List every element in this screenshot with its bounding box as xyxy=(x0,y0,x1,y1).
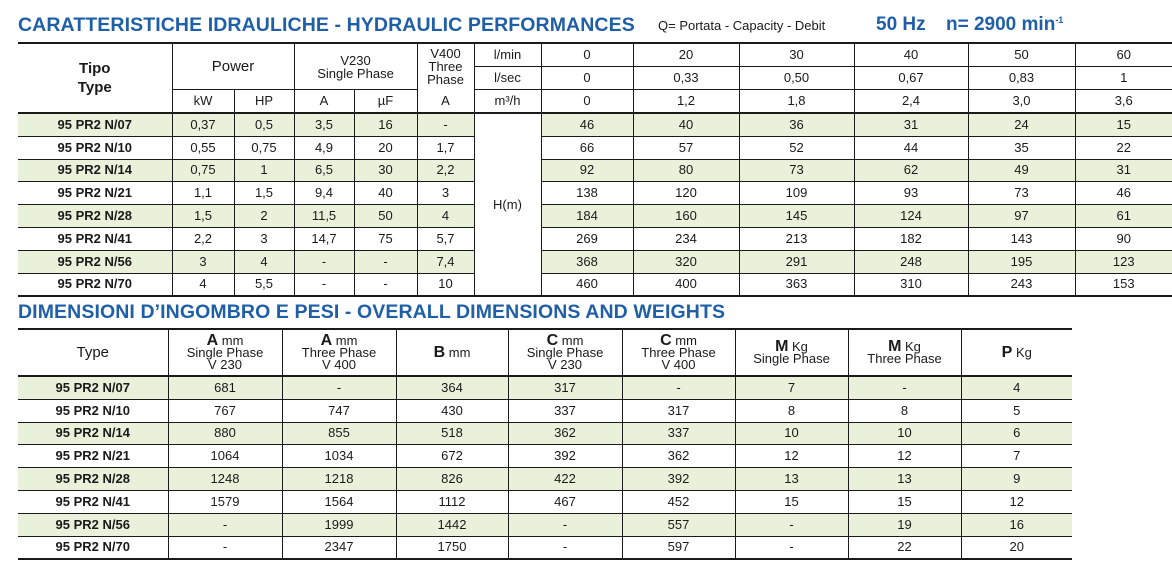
b-cell: 826 xyxy=(396,468,508,491)
b-cell: 518 xyxy=(396,422,508,445)
head-value-cell: 46 xyxy=(1075,182,1172,205)
table-row xyxy=(18,205,1172,228)
type-cell: 95 PR2 N/41 xyxy=(18,490,168,513)
c-three-header: C mm Three Phase V 400 xyxy=(622,329,735,376)
lsec-cell: 1 xyxy=(1075,67,1172,90)
p-cell: 12 xyxy=(961,490,1072,513)
tipo-label: Tipo xyxy=(79,60,111,77)
head-value-cell: 93 xyxy=(854,182,968,205)
a-three-cell: 1999 xyxy=(282,513,396,536)
head-value-cell: 182 xyxy=(854,227,968,250)
type-cell: 95 PR2 N/28 xyxy=(18,468,168,491)
p-header: P Kg xyxy=(961,329,1072,376)
a400-cell: - xyxy=(417,113,474,136)
p-cell: 9 xyxy=(961,468,1072,491)
a-single-cell: - xyxy=(168,513,282,536)
head-value-cell: 61 xyxy=(1075,205,1172,228)
m-three-cell: 15 xyxy=(848,490,961,513)
type-cell: 95 PR2 N/07 xyxy=(18,376,168,399)
type-cell: 95 PR2 N/07 xyxy=(18,113,172,136)
a400-header: A xyxy=(417,90,474,114)
type-cell: 95 PR2 N/41 xyxy=(18,227,172,250)
hp-cell: 3 xyxy=(234,227,294,250)
a230-cell: 4,9 xyxy=(294,136,354,159)
table-row xyxy=(18,445,1072,468)
a-three-cell: 2347 xyxy=(282,536,396,559)
a400-cell: 5,7 xyxy=(417,227,474,250)
hp-cell: 2 xyxy=(234,205,294,228)
c-three-cell: - xyxy=(622,376,735,399)
head-value-cell: 52 xyxy=(739,136,854,159)
head-value-cell: 22 xyxy=(1075,136,1172,159)
kw-cell: 0,37 xyxy=(172,113,234,136)
type-cell: 95 PR2 N/70 xyxy=(18,536,168,559)
p-cell: 4 xyxy=(961,376,1072,399)
m-single-header: M Kg Single Phase xyxy=(735,329,848,376)
a230-cell: 14,7 xyxy=(294,227,354,250)
uf-cell: 75 xyxy=(354,227,417,250)
uf-cell: 30 xyxy=(354,159,417,182)
head-value-cell: 120 xyxy=(633,182,739,205)
b-cell: 1112 xyxy=(396,490,508,513)
m-single-cell: - xyxy=(735,513,848,536)
lsec-header: l/sec xyxy=(474,67,541,90)
c-three-cell: 597 xyxy=(622,536,735,559)
c-single-cell: 392 xyxy=(508,445,622,468)
a400-cell: 3 xyxy=(417,182,474,205)
v230-label: V230 xyxy=(340,52,371,68)
head-value-cell: 73 xyxy=(968,182,1075,205)
b-cell: 364 xyxy=(396,376,508,399)
head-value-cell: 160 xyxy=(633,205,739,228)
kw-cell: 3 xyxy=(172,250,234,273)
m3h-cell: 2,4 xyxy=(854,90,968,114)
lsec-cell: 0,67 xyxy=(854,67,968,90)
head-value-cell: 31 xyxy=(1075,159,1172,182)
a230-cell: - xyxy=(294,273,354,296)
head-value-cell: 124 xyxy=(854,205,968,228)
head-value-cell: 80 xyxy=(633,159,739,182)
b-header: B mm xyxy=(396,329,508,376)
capacity-note: Q= Portata - Capacity - Debit xyxy=(658,18,826,33)
head-value-cell: 320 xyxy=(633,250,739,273)
kw-cell: 0,75 xyxy=(172,159,234,182)
head-label: H(m) xyxy=(474,113,541,296)
uf-cell: 40 xyxy=(354,182,417,205)
a-single-cell: 1248 xyxy=(168,468,282,491)
dimensions-table xyxy=(18,328,1072,560)
m3h-cell: 1,2 xyxy=(633,90,739,114)
uf-cell: 20 xyxy=(354,136,417,159)
hp-cell: 0,75 xyxy=(234,136,294,159)
lsec-cell: 0,83 xyxy=(968,67,1075,90)
b-cell: 1750 xyxy=(396,536,508,559)
a-single-cell: - xyxy=(168,536,282,559)
head-value-cell: 123 xyxy=(1075,250,1172,273)
uf-cell: - xyxy=(354,250,417,273)
b-cell: 1442 xyxy=(396,513,508,536)
dimensions-body xyxy=(18,376,1072,559)
m3h-cell: 3,0 xyxy=(968,90,1075,114)
table-row xyxy=(18,113,1172,136)
m-three-cell: 10 xyxy=(848,422,961,445)
p-cell: 16 xyxy=(961,513,1072,536)
a-single-cell: 767 xyxy=(168,399,282,422)
kw-cell: 0,55 xyxy=(172,136,234,159)
table-row xyxy=(18,227,1172,250)
dim-type-header: Type xyxy=(18,329,168,376)
a230-cell: 11,5 xyxy=(294,205,354,228)
type-cell: 95 PR2 N/70 xyxy=(18,273,172,296)
head-value-cell: 49 xyxy=(968,159,1075,182)
b-cell: 430 xyxy=(396,399,508,422)
a-three-cell: 855 xyxy=(282,422,396,445)
type-cell: 95 PR2 N/28 xyxy=(18,205,172,228)
hp-cell: 0,5 xyxy=(234,113,294,136)
lmin-cell: 40 xyxy=(854,43,968,67)
lmin-header: l/min xyxy=(474,43,541,67)
uf-header: µF xyxy=(354,90,417,114)
head-value-cell: 92 xyxy=(541,159,633,182)
c-single-cell: 467 xyxy=(508,490,622,513)
m3h-cell: 3,6 xyxy=(1075,90,1172,114)
head-value-cell: 90 xyxy=(1075,227,1172,250)
lmin-cell: 50 xyxy=(968,43,1075,67)
a-single-cell: 1064 xyxy=(168,445,282,468)
head-value-cell: 66 xyxy=(541,136,633,159)
uf-cell: 16 xyxy=(354,113,417,136)
dimensions-title: DIMENSIONI D’INGOMBRO E PESI - OVERALL DIMENSIONS AND WEIGHTS xyxy=(18,301,726,323)
kw-header: kW xyxy=(172,90,234,114)
head-value-cell: 36 xyxy=(739,113,854,136)
table-row xyxy=(18,182,1172,205)
type-label: Type xyxy=(77,79,112,96)
head-value-cell: 145 xyxy=(739,205,854,228)
head-value-cell: 15 xyxy=(1075,113,1172,136)
table-row xyxy=(18,490,1072,513)
lmin-cell: 0 xyxy=(541,43,633,67)
head-value-cell: 138 xyxy=(541,182,633,205)
kw-cell: 4 xyxy=(172,273,234,296)
m-three-header: M Kg Three Phase xyxy=(848,329,961,376)
c-single-cell: - xyxy=(508,513,622,536)
m-three-cell: 12 xyxy=(848,445,961,468)
p-cell: 5 xyxy=(961,399,1072,422)
head-value-cell: 24 xyxy=(968,113,1075,136)
m-three-cell: 13 xyxy=(848,468,961,491)
v400-label: V400 xyxy=(430,46,461,62)
table-row xyxy=(18,376,1072,399)
head-value-cell: 243 xyxy=(968,273,1075,296)
power-header: Power xyxy=(172,43,294,90)
a400-cell: 4 xyxy=(417,205,474,228)
m-single-cell: 15 xyxy=(735,490,848,513)
head-value-cell: 109 xyxy=(739,182,854,205)
type-cell: 95 PR2 N/14 xyxy=(18,422,168,445)
head-value-cell: 195 xyxy=(968,250,1075,273)
head-value-cell: 248 xyxy=(854,250,968,273)
table-row xyxy=(18,513,1072,536)
a400-cell: 2,2 xyxy=(417,159,474,182)
c-three-cell: 362 xyxy=(622,445,735,468)
head-value-cell: 40 xyxy=(633,113,739,136)
type-cell: 95 PR2 N/10 xyxy=(18,399,168,422)
head-value-cell: 269 xyxy=(541,227,633,250)
c-three-cell: 392 xyxy=(622,468,735,491)
b-cell: 672 xyxy=(396,445,508,468)
c-three-cell: 557 xyxy=(622,513,735,536)
lsec-cell: 0,50 xyxy=(739,67,854,90)
m-single-cell: - xyxy=(735,536,848,559)
speed-exponent: -1 xyxy=(1055,15,1064,25)
a230-header: A xyxy=(294,90,354,114)
a-three-header: A mm Three Phase V 400 xyxy=(282,329,396,376)
c-single-cell: 362 xyxy=(508,422,622,445)
m-single-cell: 8 xyxy=(735,399,848,422)
lsec-cell: 0,33 xyxy=(633,67,739,90)
lmin-cell: 20 xyxy=(633,43,739,67)
v230-header xyxy=(294,43,417,90)
m-three-cell: 22 xyxy=(848,536,961,559)
frequency-label: 50 Hz xyxy=(876,14,926,35)
type-header xyxy=(18,43,172,113)
a230-cell: 9,4 xyxy=(294,182,354,205)
head-value-cell: 97 xyxy=(968,205,1075,228)
a-three-cell: 1218 xyxy=(282,468,396,491)
head-value-cell: 35 xyxy=(968,136,1075,159)
hydraulic-table xyxy=(18,42,1172,297)
head-value-cell: 460 xyxy=(541,273,633,296)
a400-cell: 7,4 xyxy=(417,250,474,273)
table-row xyxy=(18,159,1172,182)
speed-label xyxy=(946,14,1063,36)
p-cell: 6 xyxy=(961,422,1072,445)
head-value-cell: 184 xyxy=(541,205,633,228)
a400-cell: 1,7 xyxy=(417,136,474,159)
head-value-cell: 291 xyxy=(739,250,854,273)
head-value-cell: 46 xyxy=(541,113,633,136)
a230-cell: - xyxy=(294,250,354,273)
lmin-cell: 60 xyxy=(1075,43,1172,67)
hp-cell: 1,5 xyxy=(234,182,294,205)
a-single-cell: 880 xyxy=(168,422,282,445)
a-three-cell: - xyxy=(282,376,396,399)
c-single-cell: 337 xyxy=(508,399,622,422)
uf-cell: - xyxy=(354,273,417,296)
table-row xyxy=(18,399,1072,422)
m3h-header: m³/h xyxy=(474,90,541,114)
lmin-cell: 30 xyxy=(739,43,854,67)
head-value-cell: 73 xyxy=(739,159,854,182)
a-single-header: A mm Single Phase V 230 xyxy=(168,329,282,376)
phase-label: Phase xyxy=(427,72,464,88)
table-row xyxy=(18,422,1072,445)
head-value-cell: 213 xyxy=(739,227,854,250)
m-single-cell: 12 xyxy=(735,445,848,468)
c-single-cell: - xyxy=(508,536,622,559)
a230-cell: 3,5 xyxy=(294,113,354,136)
c-three-cell: 452 xyxy=(622,490,735,513)
head-value-cell: 62 xyxy=(854,159,968,182)
head-value-cell: 310 xyxy=(854,273,968,296)
m-three-cell: - xyxy=(848,376,961,399)
c-three-cell: 337 xyxy=(622,422,735,445)
m3h-cell: 1,8 xyxy=(739,90,854,114)
speed-value: n= 2900 min xyxy=(946,14,1056,35)
p-cell: 20 xyxy=(961,536,1072,559)
kw-cell: 1,1 xyxy=(172,182,234,205)
type-cell: 95 PR2 N/21 xyxy=(18,182,172,205)
type-cell: 95 PR2 N/21 xyxy=(18,445,168,468)
head-value-cell: 368 xyxy=(541,250,633,273)
hp-header: HP xyxy=(234,90,294,114)
m-single-cell: 10 xyxy=(735,422,848,445)
table-row xyxy=(18,136,1172,159)
type-cell: 95 PR2 N/14 xyxy=(18,159,172,182)
a-single-cell: 681 xyxy=(168,376,282,399)
c-single-cell: 422 xyxy=(508,468,622,491)
type-cell: 95 PR2 N/10 xyxy=(18,136,172,159)
c-single-cell: 317 xyxy=(508,376,622,399)
type-cell: 95 PR2 N/56 xyxy=(18,513,168,536)
a-three-cell: 747 xyxy=(282,399,396,422)
head-value-cell: 400 xyxy=(633,273,739,296)
uf-cell: 50 xyxy=(354,205,417,228)
a-three-cell: 1034 xyxy=(282,445,396,468)
table-row xyxy=(18,250,1172,273)
a400-cell: 10 xyxy=(417,273,474,296)
head-value-cell: 44 xyxy=(854,136,968,159)
three-label: Three xyxy=(428,59,463,75)
hp-cell: 4 xyxy=(234,250,294,273)
a-single-cell: 1579 xyxy=(168,490,282,513)
m-single-cell: 13 xyxy=(735,468,848,491)
a230-cell: 6,5 xyxy=(294,159,354,182)
head-value-cell: 153 xyxy=(1075,273,1172,296)
m3h-cell: 0 xyxy=(541,90,633,114)
head-value-cell: 57 xyxy=(633,136,739,159)
table-row xyxy=(18,468,1072,491)
table-row xyxy=(18,536,1072,559)
head-value-cell: 363 xyxy=(739,273,854,296)
head-value-cell: 31 xyxy=(854,113,968,136)
type-cell: 95 PR2 N/56 xyxy=(18,250,172,273)
kw-cell: 2,2 xyxy=(172,227,234,250)
table-row xyxy=(18,273,1172,296)
c-three-cell: 317 xyxy=(622,399,735,422)
single-phase-label: Single Phase xyxy=(317,65,394,81)
m-single-cell: 7 xyxy=(735,376,848,399)
p-cell: 7 xyxy=(961,445,1072,468)
v400-header xyxy=(417,43,474,90)
kw-cell: 1,5 xyxy=(172,205,234,228)
hydraulic-title: CARATTERISTICHE IDRAULICHE - HYDRAULIC PERFORMANCES xyxy=(18,14,635,36)
head-value-cell: 143 xyxy=(968,227,1075,250)
m-three-cell: 19 xyxy=(848,513,961,536)
lsec-cell: 0 xyxy=(541,67,633,90)
head-value-cell: 234 xyxy=(633,227,739,250)
m-three-cell: 8 xyxy=(848,399,961,422)
hydraulic-body xyxy=(18,113,1172,296)
hp-cell: 1 xyxy=(234,159,294,182)
hp-cell: 5,5 xyxy=(234,273,294,296)
c-single-header: C mm Single Phase V 230 xyxy=(508,329,622,376)
a-three-cell: 1564 xyxy=(282,490,396,513)
